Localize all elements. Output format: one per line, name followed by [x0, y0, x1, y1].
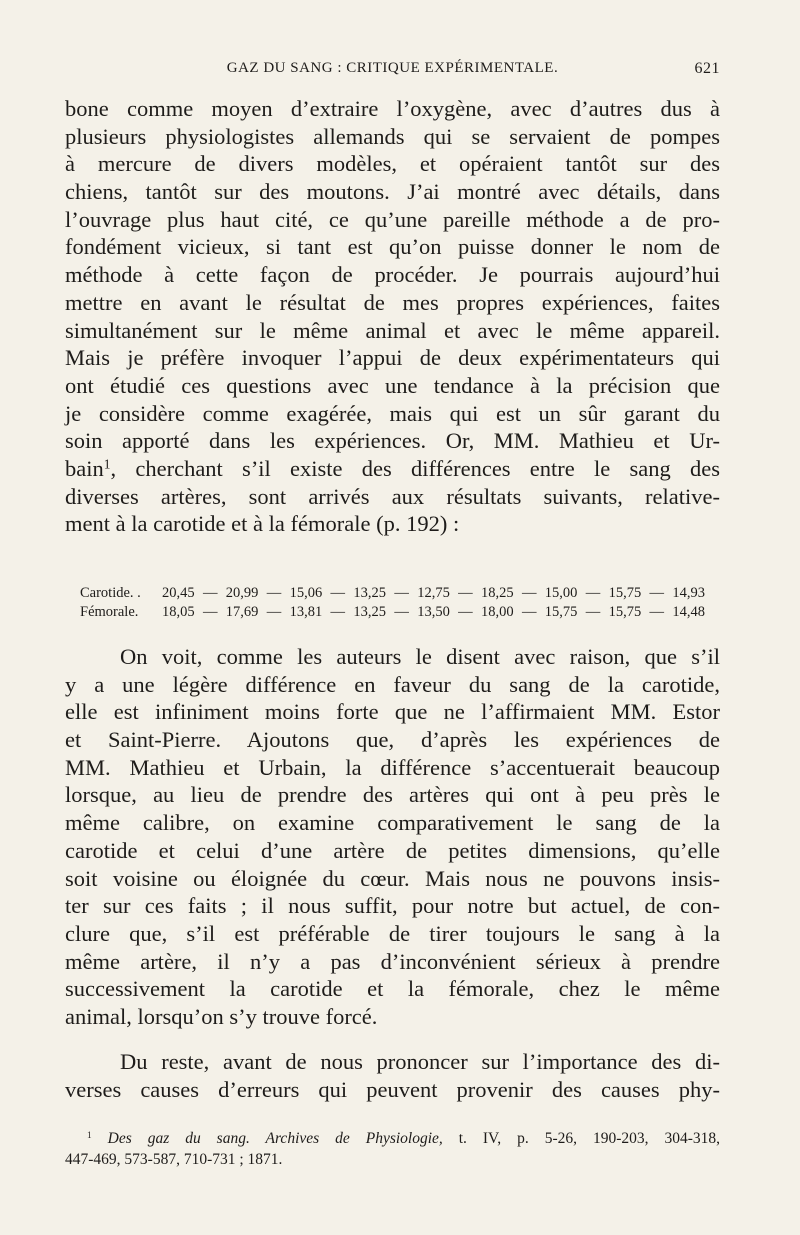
text-line: mettre en avant le résultat de mes propres expériences, faites — [65, 289, 720, 315]
text-line: l’ouvrage plus haut cité, ce qu’une pareille méthode a de pro- — [65, 206, 720, 232]
text-line: Du reste, avant de nous prononcer sur l’importance des di- — [120, 1049, 720, 1074]
text-line: bone comme moyen d’extraire l’oxygène, avec d’autres dus à — [65, 96, 720, 121]
text-line: même artère, il n’y a pas d’inconvénient sérieux à prendre — [65, 948, 720, 974]
text-line: carotide et celui d’une artère de petites dimensions, qu’elle — [65, 837, 720, 863]
paragraph-3 — [65, 1048, 720, 1103]
row-values: 20,45 — 20,99 — 15,06 — 13,25 — 12,75 — 18,25 — 15,00 — 15,75 — 14,93 — [162, 585, 705, 601]
footnote-reference: 1 — [103, 456, 111, 472]
text-line: verses causes d’erreurs qui peuvent provenir des causes phy- — [65, 1076, 720, 1102]
text-line: même calibre, on examine comparativement le sang de la — [65, 810, 720, 836]
row-label: Carotide. . — [80, 585, 141, 601]
table-row-femorale — [80, 603, 705, 622]
footnote-citation: t. IV, p. 5-26, 190-203, 304-318, — [442, 1130, 720, 1147]
footnote — [65, 1128, 720, 1170]
text-line: ter sur ces faits ; il nous suffit, pour notre but actuel, de con- — [65, 893, 720, 919]
text-line: lorsque, au lieu de prendre des artères qui ont à peu près le — [65, 782, 720, 808]
text-line: On voit, comme les auteurs le disent avec raison, que s’il — [120, 644, 720, 669]
paragraph-2 — [65, 643, 720, 1031]
footnote-source-title: Des gaz du sang. Archives de Physiologie, — [107, 1130, 443, 1147]
text-line: et Saint-Pierre. Ajoutons que, d’après les expériences de — [65, 727, 720, 753]
text-line: clure que, s’il est préférable de tirer toujours le sang à la — [65, 920, 720, 946]
text-line: Mais je préfère invoquer l’appui de deux expérimentateurs qui — [65, 345, 720, 371]
running-title: GAZ DU SANG : CRITIQUE EXPÉRIMENTALE. — [226, 60, 559, 76]
text-fragment: bain — [65, 455, 104, 481]
text-line: simultanément sur le même animal et avec le même appareil. — [65, 317, 720, 343]
footnote-line: 447-469, 573-587, 710-731 ; 1871. — [65, 1151, 283, 1168]
text-line: soit voisine ou éloignée du cœur. Mais nous ne pouvons insis- — [65, 865, 720, 891]
measurement-table — [80, 584, 705, 622]
table-row-carotide — [80, 584, 705, 603]
page-number: 621 — [694, 60, 720, 77]
text-line: elle est infiniment moins forte que ne l’affirmaient MM. Estor — [65, 699, 720, 725]
text-line: animal, lorsqu’on s’y trouve forcé. — [65, 1003, 378, 1029]
text-fragment: , cherchant s’il existe des différences entre le sang des — [110, 455, 720, 481]
text-line: plusieurs physiologistes allemands qui se servaient de pompes — [65, 123, 720, 149]
text-line: successivement la carotide et la fémorale, chez le même — [65, 976, 720, 1002]
text-line: soin apporté dans les expériences. Or, MM. Mathieu et Ur- — [65, 428, 720, 454]
running-header — [65, 60, 720, 86]
text-line: diverses artères, sont arrivés aux résultats suivants, relative- — [65, 483, 720, 509]
footnote-line — [65, 1128, 720, 1149]
text-line: je considère comme exagérée, mais qui est un sûr garant du — [65, 400, 720, 426]
text-line: MM. Mathieu et Urbain, la différence s’accentuerait beaucoup — [65, 754, 720, 780]
paragraph-1 — [65, 95, 720, 538]
text-line: à mercure de divers modèles, et opéraient tantôt sur des — [65, 151, 720, 177]
text-line: ont étudié ces questions avec une tendance à la précision que — [65, 372, 720, 398]
text-line — [65, 455, 720, 483]
row-values: 18,05 — 17,69 — 13,81 — 13,25 — 13,50 — 18,00 — 15,75 — 15,75 — 14,48 — [162, 604, 705, 620]
text-line: y a une légère différence en faveur du sang de la carotide, — [65, 671, 720, 697]
text-line: fondément vicieux, si tant est qu’on puisse donner le nom de — [65, 234, 720, 260]
row-label: Fémorale. — [80, 604, 139, 620]
text-line: ment à la carotide et à la fémorale (p. 192) : — [65, 511, 460, 537]
text-line: chiens, tantôt sur des moutons. J’ai montré avec détails, dans — [65, 179, 720, 205]
text-line: méthode à cette façon de procéder. Je pourrais aujourd’hui — [65, 262, 720, 288]
footnote-marker: 1 — [87, 1130, 92, 1141]
